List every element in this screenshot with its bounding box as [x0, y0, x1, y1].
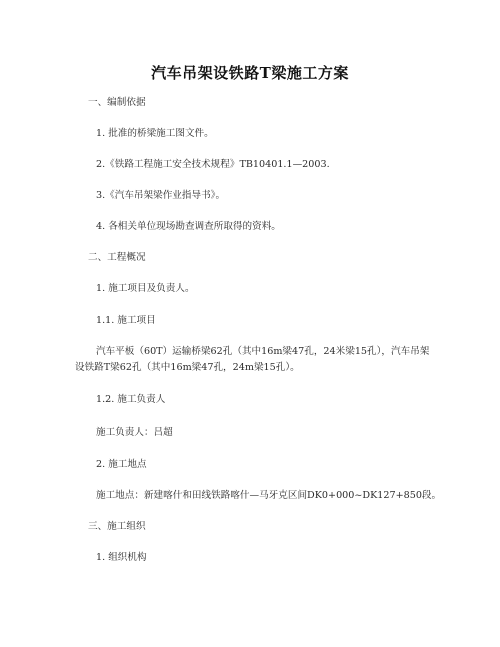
section-heading-overview: 二、工程概况 [88, 252, 146, 263]
basis-item-1: 1. 批准的桥梁施工图文件。 [96, 128, 214, 139]
organization-item-1: 1. 组织机构 [96, 552, 147, 563]
basis-item-3: 3.《汽车吊架梁作业指导书》。 [96, 190, 226, 201]
section-heading-basis: 一、编制依据 [88, 97, 146, 108]
document-title: 汽车吊架设铁路T梁施工方案 [151, 64, 349, 82]
basis-item-2: 2.《铁路工程施工安全技术规程》TB10401.1—2003. [96, 159, 330, 170]
project-paragraph-line-1: 汽车平板（60T）运输桥梁62孔（其中16m梁47孔，24米梁15孔），汽车吊架 [96, 346, 430, 357]
responsible-person-line: 施工负责人：吕超 [96, 427, 173, 438]
subheading-responsible: 1.2. 施工负责人 [96, 394, 166, 405]
project-paragraph-line-2: 设铁路T梁62孔（其中16m梁47孔，24m梁15孔）。 [75, 362, 300, 373]
subheading-location: 2. 施工地点 [96, 459, 147, 470]
basis-item-4: 4. 各相关单位现场勘查调查所取得的资料。 [96, 221, 281, 232]
overview-item-1: 1. 施工项目及负责人。 [96, 283, 195, 294]
section-heading-organization: 三、施工组织 [88, 521, 146, 532]
subheading-project: 1.1. 施工项目 [96, 315, 156, 326]
location-line: 施工地点：新建喀什和田线铁路喀什—马牙克区间DK0+000~DK127+850段。 [96, 490, 442, 501]
